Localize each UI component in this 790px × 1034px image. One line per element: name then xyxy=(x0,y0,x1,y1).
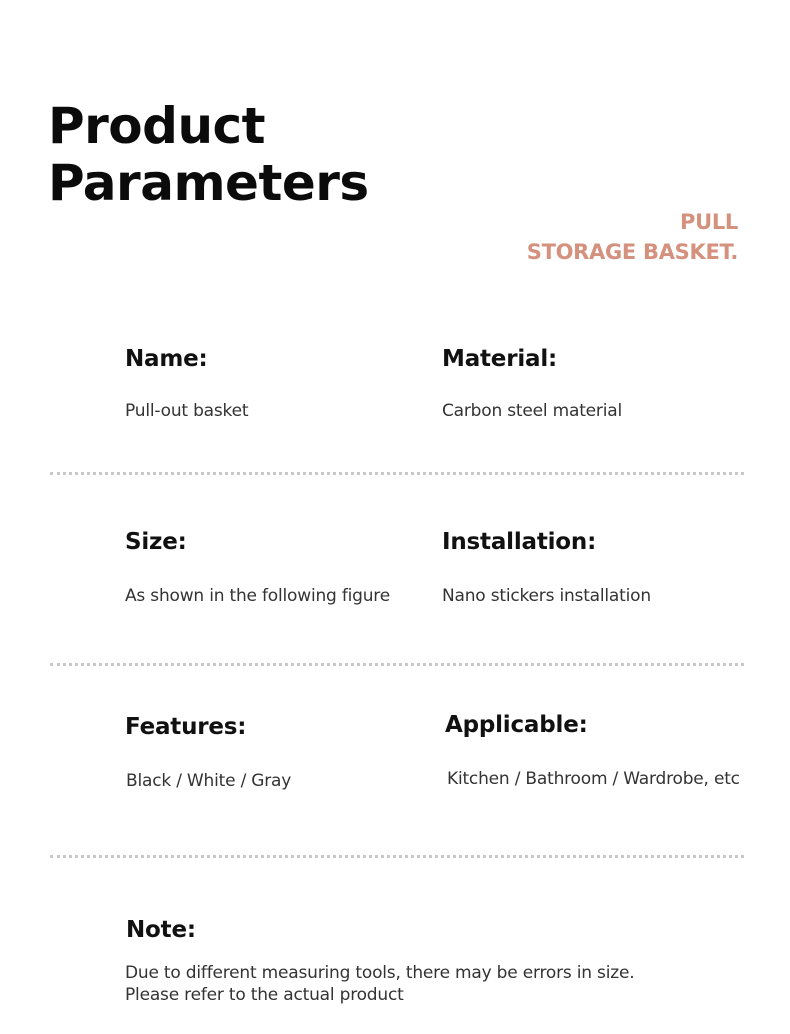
param-size-label: Size: xyxy=(125,529,187,555)
param-material-label: Material: xyxy=(442,346,558,372)
note-label: Note: xyxy=(126,917,196,943)
param-applicable-value: Kitchen / Bathroom / Wardrobe, etc xyxy=(447,769,740,789)
divider-2 xyxy=(50,663,744,666)
param-name-value: Pull-out basket xyxy=(125,401,249,421)
param-installation-value: Nano stickers installation xyxy=(442,586,651,606)
param-size-value: As shown in the following figure xyxy=(125,586,390,606)
param-installation-label: Installation: xyxy=(442,529,597,555)
param-features-label: Features: xyxy=(125,714,247,740)
param-name-label: Name: xyxy=(125,346,208,372)
param-features-value: Black / White / Gray xyxy=(126,771,292,791)
note-line-1: Due to different measuring tools, there may be errors in size. xyxy=(125,963,635,983)
title-line-2: Parameters xyxy=(48,154,369,212)
divider-3 xyxy=(50,855,744,858)
divider-1 xyxy=(50,472,744,475)
param-material-value: Carbon steel material xyxy=(442,401,622,421)
page-title xyxy=(48,98,369,212)
param-applicable-label: Applicable: xyxy=(445,712,588,738)
brand-line-1: PULL xyxy=(679,210,738,234)
note-line-2: Please refer to the actual product xyxy=(125,985,404,1005)
brand-line-2: STORAGE BASKET. xyxy=(526,240,738,264)
title-line-1: Product xyxy=(48,97,266,155)
product-brand-tag xyxy=(527,207,738,267)
note-text xyxy=(125,962,634,1006)
